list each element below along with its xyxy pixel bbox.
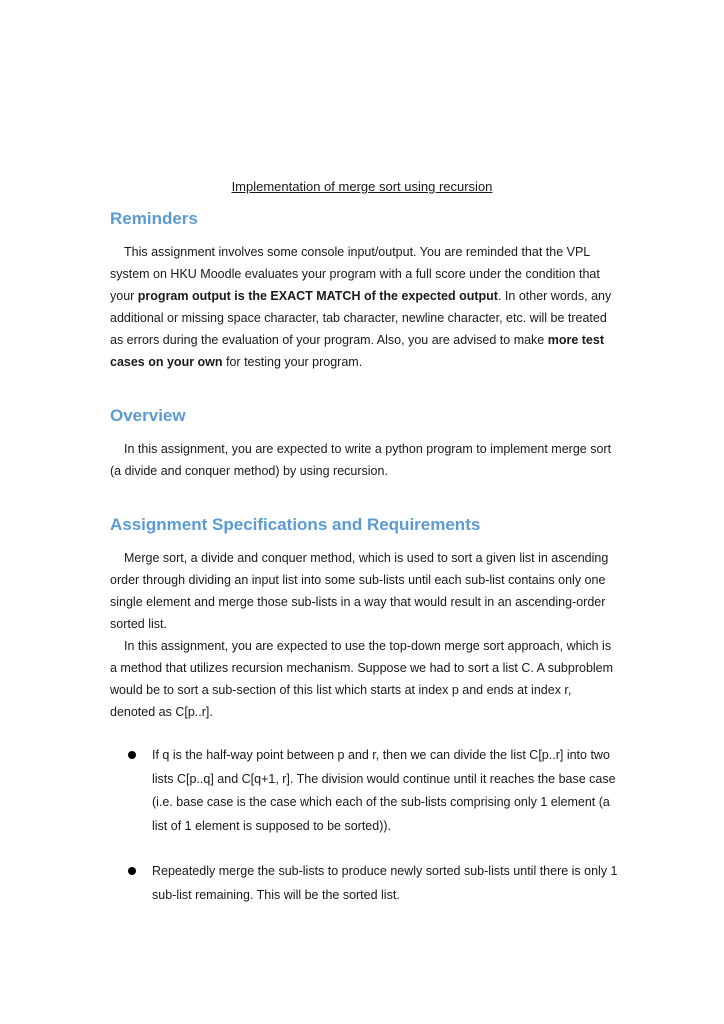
specifications-text-2: In this assignment, you are expected to use the top-down merge sort approach, which is a method that utilizes recursion mechanism. Suppose we had to sort a list C. A subproblem would be to sort a sub-section of this list which starts at index p and ends at index r, denoted as C[p..r].: [110, 639, 614, 719]
specifications-paragraph-2: [110, 635, 620, 723]
specifications-text-1: Merge sort, a divide and conquer method, which is used to sort a given list in ascending order through dividing an input list into some sub-lists until each sub-list contains only one single element and merge those sub-lists in a way that would result in an ascending-order sorted list.: [110, 551, 609, 631]
heading-overview: Overview: [110, 406, 186, 425]
overview-paragraph: [110, 438, 620, 482]
reminders-text-a: This assignment involves some console input/output. You are reminded that the VPL system on HKU Moodle evaluates your program with a full score under the condition that your: [110, 245, 600, 303]
heading-specifications: Assignment Specifications and Requirements: [110, 515, 481, 534]
specifications-bullet-list: [110, 744, 620, 907]
heading-reminders: Reminders: [110, 209, 198, 228]
reminders-text-e: for testing your program.: [222, 355, 363, 369]
bullet-icon: [128, 867, 136, 875]
reminders-bold-exact-match: program output is the EXACT MATCH of the expected output: [137, 289, 498, 303]
document-title: Implementation of merge sort using recursion: [231, 179, 493, 194]
bullet-text-2: Repeatedly merge the sub-lists to produce newly sorted sub-lists until there is only 1 sub-list remaining. This will be the sorted list.: [152, 864, 618, 902]
list-item: [110, 744, 620, 838]
overview-text: In this assignment, you are expected to write a python program to implement merge sort (a divide and conquer method) by using recursion.: [110, 442, 612, 478]
bullet-text-1: If q is the half-way point between p and r, then we can divide the list C[p..r] into two lists C[p..q] and C[q+1, r]. The division would continue until it reaches the base case (i.e. base case is the case which each of the sub-lists comprising only 1 element (a list of 1 element is supposed to be sorted)).: [152, 748, 616, 833]
list-item: [110, 860, 620, 907]
bullet-icon: [128, 751, 136, 759]
reminders-bold-test-cases: more test cases on your own: [110, 333, 605, 369]
specifications-paragraph-1: [110, 547, 620, 635]
reminders-paragraph: [110, 241, 620, 373]
reminders-text-c: . In other words, any additional or missing space character, tab character, newline character, etc. will be treated as errors during the evaluation of your program. Also, you are advised to make: [110, 289, 612, 347]
